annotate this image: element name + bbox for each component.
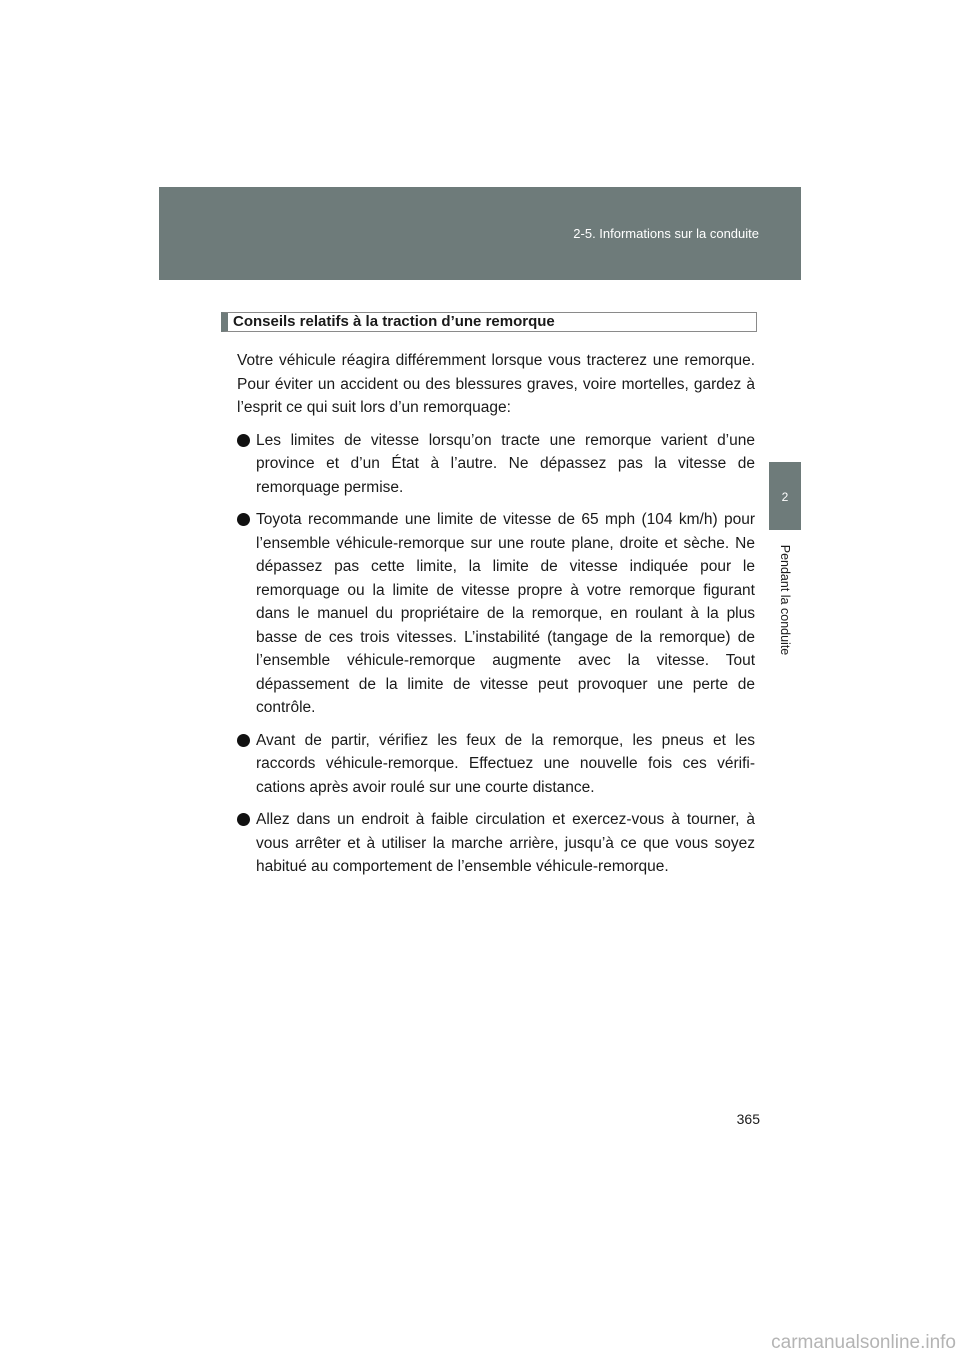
bullet-icon	[237, 434, 250, 447]
list-item-text: Toyota recommande une limite de vitesse de 65 mph (104 km/h) pour l’ensemble véhicule-remorque sur une route plane, droite et sèche. Ne dépassez pas cette limite, la limite de vitesse indiquée pour le remorquage ou la limite de vitesse propre à votre remorque figurant dans le manuel du propriétaire de la remorque, en roulant à la plus basse de ces trois vitesses. L’instabilité (tangage de la remorque) de l’ensemble véhicule-remorque augmente avec la vitesse. Tout dépassement de la limite de vitesse peut provoquer une perte de contrôle.	[256, 511, 755, 716]
section-heading: Conseils relatifs à la traction d’une remorque	[221, 312, 757, 332]
main-content	[237, 349, 755, 888]
list-item	[237, 808, 755, 879]
page-number: 365	[736, 1111, 760, 1127]
section-title: 2-5. Informations sur la conduite	[573, 226, 759, 241]
list-item	[237, 729, 755, 800]
chapter-header-band	[159, 187, 801, 280]
chapter-label: Pendant la conduite	[778, 544, 792, 656]
bullet-list	[237, 429, 755, 879]
list-item	[237, 508, 755, 720]
bullet-icon	[237, 813, 250, 826]
watermark: carmanualsonline.info	[771, 1332, 956, 1353]
list-item-text: Les limites de vitesse lorsqu’on tracte une remorque varient d’une province et d’un État à l’autre. Ne dépassez pas la vitesse de remorquage permise.	[256, 431, 755, 496]
bullet-icon	[237, 734, 250, 747]
chapter-tab	[769, 462, 801, 530]
list-item-text: Allez dans un endroit à faible circulation et exercez-vous à tourner, à vous arrêter et à utiliser la marche arrière, jusqu’à ce que vous soyez habitué au comportement de l’ensemble véhicule-remorque.	[256, 811, 755, 875]
chapter-number: 2	[781, 490, 789, 504]
intro-paragraph: Votre véhicule réagira différemment lorsque vous tracterez une remorque. Pour éviter un accident ou des blessures graves, voire mortelles, gardez à l’esprit ce qui suit lors d’un remorquage:	[237, 352, 755, 416]
list-item-text: Avant de partir, vérifiez les feux de la remorque, les pneus et les raccords véhicule-remorque. Effectuez une nouvelle fois ces vérifications après avoir roulé sur une courte distance.	[256, 731, 755, 796]
bullet-icon	[237, 513, 250, 526]
list-item	[237, 429, 755, 500]
